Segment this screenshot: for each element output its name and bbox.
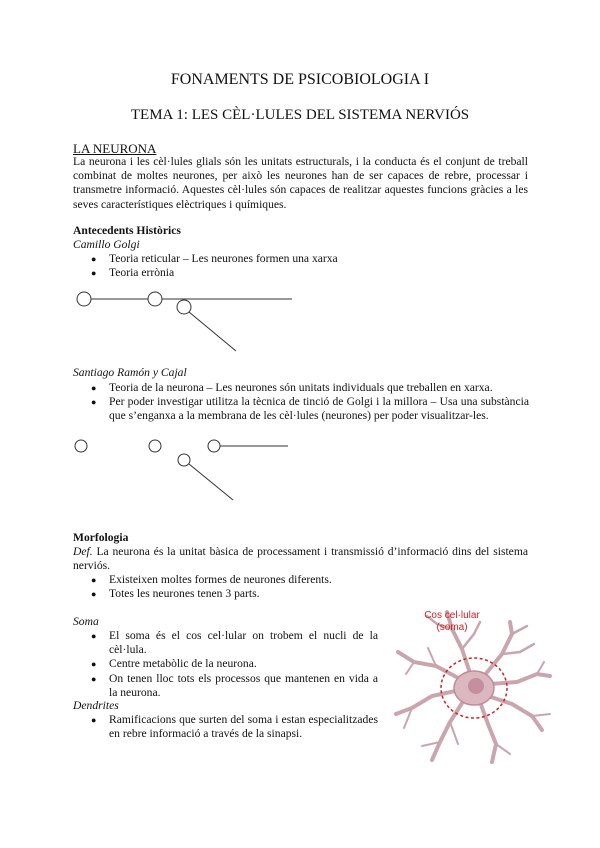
neurona-intro-paragraph: La neurona i les cèl·lules glials són les unitats estructurals, i la conducta és el conjunt de treball combinat de moltes neurones, per això les neurones han de ser capaces de rebre, processar i transmetre informació. Aquestes cèl·lules són capaces de realitzar aquestes funcions gràcies a les seves característiques elèctriques i químiques.: [73, 155, 528, 211]
cajal-list: [91, 381, 529, 424]
nucleus: [468, 678, 484, 694]
soma-list: [91, 629, 378, 700]
morfologia-definition: [73, 545, 528, 573]
dendrites-list: [91, 713, 378, 741]
list-item: ● On tenen lloc tots els processos que mantenen en vida a la neurona.: [91, 672, 378, 700]
def-label: Def.: [73, 545, 93, 558]
def-text: La neurona és la unitat bàsica de processament i transmissió d’informació dins del sistema nerviós.: [73, 545, 528, 573]
neuron-soma-illustration: [392, 604, 552, 764]
diagram-node: [208, 440, 220, 452]
diagram-connection: [189, 312, 236, 351]
soma-heading: Soma: [73, 615, 99, 628]
list-item: ● El soma és el cos cel·lular on trobem el nucli de la cèl·lula.: [91, 629, 378, 657]
list-item: ● Ramificacions que surten del soma i estan especialitzades en rebre informació a través de la sinapsi.: [91, 713, 378, 741]
golgi-list: [91, 252, 441, 280]
cajal-name: Santiago Ramón y Cajal: [73, 366, 187, 379]
diagram-node: [148, 292, 162, 306]
list-item: ● Teoria reticular – Les neurones formen una xarxa: [91, 252, 441, 266]
list-item: ● Teoria de la neurona – Les neurones són unitats individuals que treballen en xarxa.: [91, 381, 529, 395]
list-item: ● Centre metabòlic de la neurona.: [91, 657, 378, 671]
diagram-node: [77, 292, 91, 306]
soma-label-line2: (soma): [436, 622, 468, 633]
diagram-node: [177, 300, 191, 314]
reticular-theory-diagram: [70, 285, 300, 355]
list-item: ● Totes les neurones tenen 3 parts.: [91, 587, 441, 601]
list-item: ● Per poder investigar utilitza la tècnica de tinció de Golgi i la millora – Usa una substància que s’enganxa a la membrana de les cèl·lules (neurones) per poder visualitzar-les.: [91, 395, 529, 423]
diagram-node: [178, 454, 190, 466]
list-item: ● Teoria errònia: [91, 266, 441, 280]
document-title: FONAMENTS DE PSICOBIOLOGIA I: [170, 71, 430, 88]
morfologia-heading: Morfologia: [73, 531, 129, 544]
neuron-theory-diagram: [70, 434, 300, 504]
diagram-connection: [189, 464, 233, 500]
diagram-node: [149, 440, 161, 452]
antecedents-heading: Antecedents Històrics: [73, 224, 181, 237]
dendrites-heading: Dendrites: [73, 699, 119, 712]
document-subtitle: TEMA 1: LES CÈL·LULES DEL SISTEMA NERVIÓS: [130, 107, 470, 123]
soma-label-line1: Cos cel·lular: [424, 610, 480, 621]
golgi-name: Camillo Golgi: [73, 238, 140, 251]
list-item: ● Existeixen moltes formes de neurones diferents.: [91, 573, 441, 587]
section-heading-neurona: LA NEURONA: [73, 141, 157, 156]
morfologia-list: [91, 573, 441, 601]
diagram-node: [75, 440, 87, 452]
